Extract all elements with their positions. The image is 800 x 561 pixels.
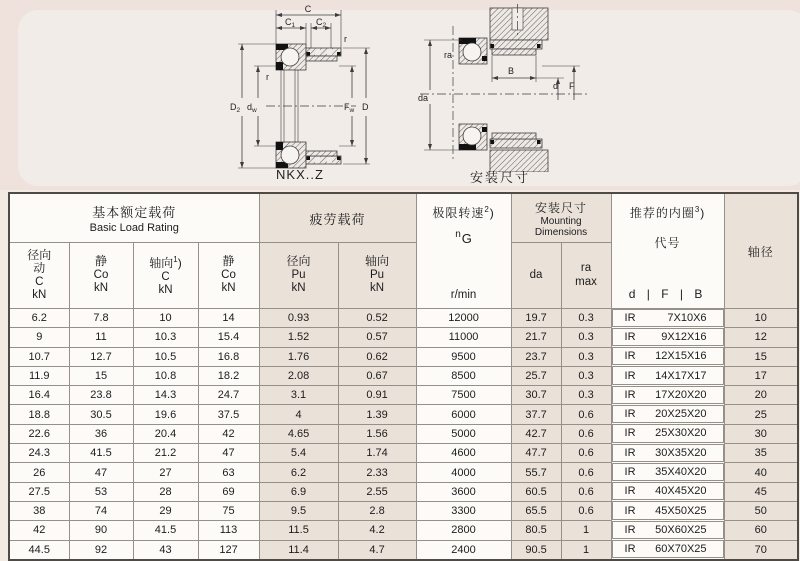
table-row [9, 540, 798, 560]
cell: 19.6 [133, 405, 198, 424]
cell: 41.5 [69, 444, 133, 463]
subheader-axial-pu: 轴向 Pu kN [338, 243, 416, 309]
ir-code: 25X30X20 [655, 427, 707, 440]
ir-code: 60X70X25 [655, 543, 707, 556]
table-row [9, 405, 798, 424]
inner-ring-cell [612, 328, 724, 346]
ir-prefix: IR [624, 369, 636, 382]
cell: 0.3 [561, 386, 611, 405]
cell: 113 [198, 521, 259, 540]
subheader-static-co-1: 静 Co kN [69, 243, 133, 309]
cell: 7500 [416, 386, 511, 405]
inner-ring-cell [612, 482, 724, 500]
inner-ring-cell [612, 405, 724, 423]
cell: 0.52 [338, 309, 416, 328]
cell: 41.5 [133, 521, 198, 540]
cell: 11000 [416, 328, 511, 347]
shaft-diameter-cell: 40 [724, 463, 798, 482]
ir-prefix: IR [624, 446, 636, 459]
shaft-diameter-cell: 50 [724, 501, 798, 520]
cell: 6.2 [9, 309, 69, 328]
cell: 2.08 [259, 366, 338, 385]
cell: 28 [133, 482, 198, 501]
inner-ring-cell [612, 386, 724, 404]
cell: 1 [561, 521, 611, 540]
shaft-diameter-cell: 25 [724, 405, 798, 424]
shaft-diameter-cell: 12 [724, 328, 798, 347]
cell: 8500 [416, 366, 511, 385]
svg-text:ra: ra [444, 50, 453, 60]
mounting-dimensions-drawing [406, 4, 594, 172]
table-row [9, 309, 798, 328]
cell: 92 [69, 540, 133, 560]
cell: 12000 [416, 309, 511, 328]
cell: 23.7 [511, 347, 561, 366]
ir-prefix: IR [624, 388, 636, 401]
cell: 42 [198, 424, 259, 443]
ir-prefix: IR [624, 312, 636, 325]
svg-text:D: D [362, 102, 369, 112]
cell: 37.7 [511, 405, 561, 424]
cell: 4600 [416, 444, 511, 463]
cell: 14.3 [133, 386, 198, 405]
cell: 21.2 [133, 444, 198, 463]
ir-code: 17X20X20 [655, 388, 707, 401]
cell: 3600 [416, 482, 511, 501]
cell: 90.5 [511, 540, 561, 560]
subheader-da: da [511, 243, 561, 309]
svg-text:D2: $D_2$ [230, 102, 241, 114]
shaft-diameter-cell: 20 [724, 386, 798, 405]
cell: 6.2 [259, 463, 338, 482]
header-mounting-dimensions: 安装尺寸 Mounting Dimensions [511, 193, 611, 243]
cell: 47 [198, 444, 259, 463]
cell: 25.7 [511, 366, 561, 385]
cell: 2.33 [338, 463, 416, 482]
table-row [9, 463, 798, 482]
cell: 0.3 [561, 309, 611, 328]
shaft-diameter-cell: 10 [724, 309, 798, 328]
subheader-ra-max: ra max [561, 243, 611, 309]
cell: 47.7 [511, 444, 561, 463]
svg-text:C1: $C_1$ [284, 17, 296, 29]
ir-prefix: IR [624, 466, 636, 479]
cell: 1.56 [338, 424, 416, 443]
svg-text:F: F [569, 81, 575, 91]
svg-text:C2: $C_2$ [315, 17, 327, 29]
cell: 0.3 [561, 328, 611, 347]
cell: 16.8 [198, 347, 259, 366]
cell: 14 [198, 309, 259, 328]
cell: 0.6 [561, 482, 611, 501]
cell: 2.8 [338, 501, 416, 520]
cell: 11.4 [259, 540, 338, 560]
cell: 90 [69, 521, 133, 540]
inner-ring-cell [612, 501, 724, 519]
table-row [9, 444, 798, 463]
cell: 53 [69, 482, 133, 501]
ir-code: 30X35X20 [655, 446, 707, 459]
cell: 9.5 [259, 501, 338, 520]
cell: 5000 [416, 424, 511, 443]
cell: 80.5 [511, 521, 561, 540]
ir-code: 50X60X25 [655, 523, 707, 536]
cell: 38 [9, 501, 69, 520]
cell: 21.7 [511, 328, 561, 347]
cell: 0.6 [561, 405, 611, 424]
shaft-diameter-cell: 70 [724, 540, 798, 560]
cell: 47 [69, 463, 133, 482]
cell: 11.9 [9, 366, 69, 385]
cell: 4 [259, 405, 338, 424]
shaft-diameter-cell: 60 [724, 521, 798, 540]
inner-ring-cell [612, 309, 724, 327]
ir-prefix: IR [624, 523, 636, 536]
inner-ring-cell [612, 347, 724, 365]
header-recommended-inner-ring: 推荐的内圈$^3$) 代号 d | F | B [611, 193, 724, 309]
bearing-data-table [8, 192, 799, 561]
cell: 1.39 [338, 405, 416, 424]
cell: 6.9 [259, 482, 338, 501]
cell: 24.7 [198, 386, 259, 405]
inner-ring-cell [612, 366, 724, 384]
cell: 24.3 [9, 444, 69, 463]
cell: 42.7 [511, 424, 561, 443]
table-row [9, 482, 798, 501]
cell: 0.67 [338, 366, 416, 385]
cell: 5.4 [259, 444, 338, 463]
table-row [9, 424, 798, 443]
cell: 27.5 [9, 482, 69, 501]
table-body [9, 309, 798, 560]
ir-prefix: IR [624, 504, 636, 517]
cell: 4.65 [259, 424, 338, 443]
cell: 3300 [416, 501, 511, 520]
cell: 11.5 [259, 521, 338, 540]
cell: 2400 [416, 540, 511, 560]
cell: 0.6 [561, 444, 611, 463]
cell: 10.8 [133, 366, 198, 385]
shaft-diameter-cell: 45 [724, 482, 798, 501]
cell: 0.6 [561, 463, 611, 482]
cell: 22.6 [9, 424, 69, 443]
cell: 19.7 [511, 309, 561, 328]
table-row [9, 347, 798, 366]
cell: 30.5 [69, 405, 133, 424]
ir-prefix: IR [624, 543, 636, 556]
svg-text:Fw: $F_w$ [344, 102, 355, 114]
svg-text:dw: $d_w$ [247, 102, 257, 114]
cell: 30.7 [511, 386, 561, 405]
cell: 0.3 [561, 366, 611, 385]
cell: 42 [9, 521, 69, 540]
shaft-diameter-cell: 15 [724, 347, 798, 366]
table-row [9, 386, 798, 405]
cell: 11 [69, 328, 133, 347]
cell: 127 [198, 540, 259, 560]
cell: 23.8 [69, 386, 133, 405]
top-banner [0, 0, 800, 190]
ir-code: 12X15X16 [655, 350, 707, 363]
ir-code: 9X12X16 [661, 330, 707, 343]
ir-code: 40X45X20 [655, 485, 707, 498]
cell: 4.2 [338, 521, 416, 540]
cell: 10.5 [133, 347, 198, 366]
cell: 37.5 [198, 405, 259, 424]
cell: 18.2 [198, 366, 259, 385]
ir-prefix: IR [624, 350, 636, 363]
svg-text:d: d [553, 81, 559, 91]
svg-text:C: C [304, 4, 312, 14]
svg-text:da: da [418, 93, 429, 103]
cell: 2800 [416, 521, 511, 540]
cell: 0.57 [338, 328, 416, 347]
svg-text:r: r [344, 34, 347, 44]
cell: 60.5 [511, 482, 561, 501]
ir-code: 20X25X20 [655, 408, 707, 421]
cell: 10.7 [9, 347, 69, 366]
ir-code: 7X10X6 [667, 312, 707, 325]
header-limiting-speed: 极限转速$^2$) $^n$G r/min [416, 193, 511, 309]
table-row [9, 501, 798, 520]
subheader-radial-dynamic-c: 径向 动 C kN [9, 243, 69, 309]
header-fatigue-load: 疲劳载荷 [259, 193, 416, 243]
cell: 44.5 [9, 540, 69, 560]
cell: 75 [198, 501, 259, 520]
cell: 63 [198, 463, 259, 482]
cell: 4.7 [338, 540, 416, 560]
cell: 26 [9, 463, 69, 482]
cell: 7.8 [69, 309, 133, 328]
cell: 12.7 [69, 347, 133, 366]
cell: 9 [9, 328, 69, 347]
cell: 55.7 [511, 463, 561, 482]
svg-text:r: r [266, 72, 269, 82]
cell: 0.6 [561, 424, 611, 443]
table-row [9, 328, 798, 347]
cell: 0.93 [259, 309, 338, 328]
cell: 6000 [416, 405, 511, 424]
cell: 29 [133, 501, 198, 520]
cell: 1.52 [259, 328, 338, 347]
cell: 0.91 [338, 386, 416, 405]
ir-prefix: IR [624, 408, 636, 421]
cell: 65.5 [511, 501, 561, 520]
subheader-radial-pu: 径向 Pu kN [259, 243, 338, 309]
cell: 1.74 [338, 444, 416, 463]
cell: 10 [133, 309, 198, 328]
shaft-diameter-cell: 30 [724, 424, 798, 443]
inner-ring-cell [612, 463, 724, 481]
cell: 36 [69, 424, 133, 443]
cell: 0.62 [338, 347, 416, 366]
inner-ring-cell [612, 444, 724, 462]
cell: 9500 [416, 347, 511, 366]
cell: 15 [69, 366, 133, 385]
subheader-static-co-2: 静 Co kN [198, 243, 259, 309]
ir-prefix: IR [624, 427, 636, 440]
cell: 20.4 [133, 424, 198, 443]
shaft-diameter-cell: 17 [724, 366, 798, 385]
header-basic-load-rating: 基本额定载荷 Basic Load Rating [9, 193, 259, 243]
drawing1-caption: NKX..Z [276, 167, 324, 182]
ir-code: 14X17X17 [655, 369, 707, 382]
ir-prefix: IR [624, 330, 636, 343]
cell: 69 [198, 482, 259, 501]
cell: 3.1 [259, 386, 338, 405]
bearing-section-drawing [224, 4, 376, 172]
table-row [9, 521, 798, 540]
inner-ring-cell [612, 424, 724, 442]
ir-prefix: IR [624, 485, 636, 498]
subheader-axial-c: 轴向$^1$) C kN [133, 243, 198, 309]
ir-code: 35X40X20 [655, 466, 707, 479]
cell: 18.8 [9, 405, 69, 424]
svg-text:B: B [507, 66, 515, 76]
cell: 0.3 [561, 347, 611, 366]
cell: 74 [69, 501, 133, 520]
cell: 2.55 [338, 482, 416, 501]
cell: 27 [133, 463, 198, 482]
cell: 1.76 [259, 347, 338, 366]
shaft-diameter-cell: 35 [724, 444, 798, 463]
cell: 1 [561, 540, 611, 560]
cell: 10.3 [133, 328, 198, 347]
cell: 4000 [416, 463, 511, 482]
drawing2-caption: 安装尺寸 [469, 170, 530, 185]
cell: 15.4 [198, 328, 259, 347]
ir-code: 45X50X25 [655, 504, 707, 517]
cell: 43 [133, 540, 198, 560]
cell: 0.6 [561, 501, 611, 520]
cell: 16.4 [9, 386, 69, 405]
header-shaft-diameter: 轴径 [724, 193, 798, 309]
inner-ring-cell [612, 521, 724, 539]
table-row [9, 366, 798, 385]
